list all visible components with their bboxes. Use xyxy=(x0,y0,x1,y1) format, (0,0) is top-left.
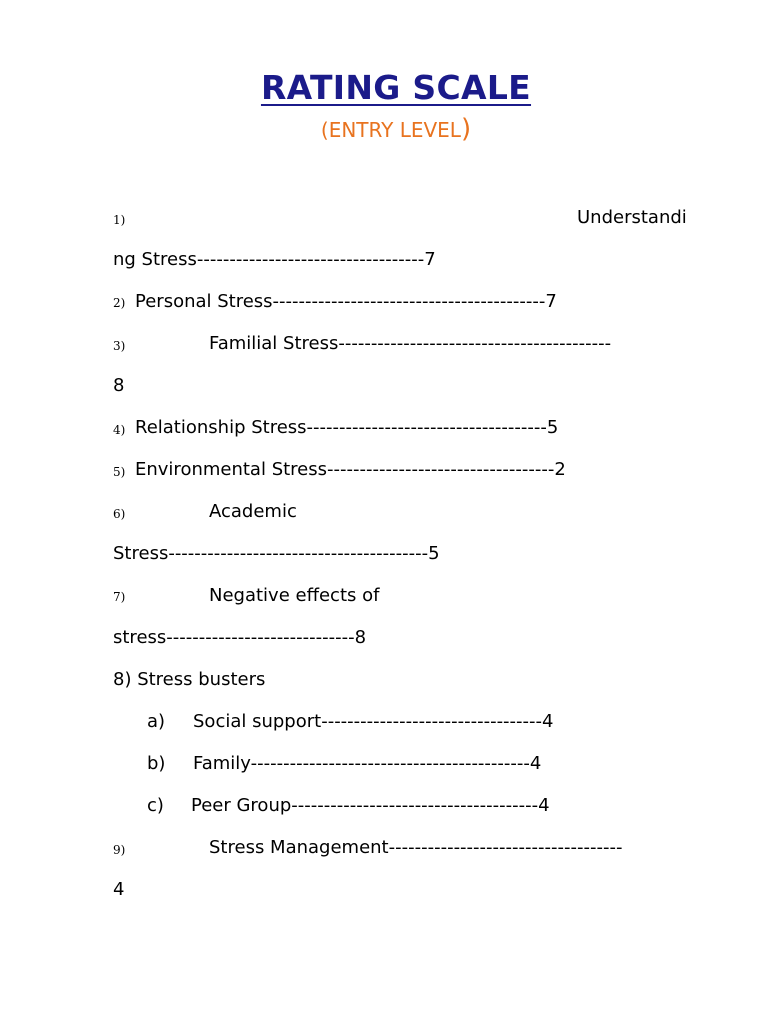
item-6-text-part2: Stress----------------------------------------5 xyxy=(113,543,440,564)
subtitle-text: (ENTRY LEVEL xyxy=(320,118,461,142)
item-2-text: Personal Stress------------------------------------------7 xyxy=(135,291,557,312)
item-9-number: 9) xyxy=(113,843,126,857)
item-1-text-part1: Understandi xyxy=(577,207,687,228)
sub-item-b-text: Family-------------------------------------------4 xyxy=(193,753,542,774)
sub-item-c-label: c) xyxy=(147,795,164,816)
item-4-number: 4) xyxy=(113,423,126,437)
item-5-number: 5) xyxy=(113,465,126,479)
sub-item-a-label: a) xyxy=(147,711,166,732)
item-9-text-part1: Stress Management------------------------------------ xyxy=(209,837,623,858)
subtitle-close-paren: ) xyxy=(460,114,472,144)
item-1-number: 1) xyxy=(113,213,126,227)
item-5-text: Environmental Stress-----------------------------------2 xyxy=(135,459,566,480)
item-9-text-part2: 4 xyxy=(113,879,125,900)
item-1-text-part2: ng Stress-----------------------------------7 xyxy=(113,249,436,270)
item-3-text-part2: 8 xyxy=(113,375,125,396)
item-6-number: 6) xyxy=(113,507,126,521)
item-4-text: Relationship Stress-------------------------------------5 xyxy=(135,417,559,438)
item-7-number: 7) xyxy=(113,590,126,604)
item-2-number: 2) xyxy=(113,296,126,310)
item-7-text-part1: Negative effects of xyxy=(209,585,380,606)
item-8-heading: 8) Stress busters xyxy=(113,669,266,690)
item-3-text-part1: Familial Stress------------------------------------------ xyxy=(209,333,612,354)
item-6-text-part1: Academic xyxy=(209,501,297,522)
sub-item-c-text: Peer Group--------------------------------------4 xyxy=(191,795,550,816)
sub-item-a-text: Social support----------------------------------4 xyxy=(193,711,554,732)
item-7-text-part2: stress-----------------------------8 xyxy=(113,627,367,648)
sub-item-b-label: b) xyxy=(147,753,166,774)
page-subtitle xyxy=(0,114,768,144)
page-title: RATING SCALE xyxy=(260,68,532,107)
item-3-number: 3) xyxy=(113,339,126,353)
